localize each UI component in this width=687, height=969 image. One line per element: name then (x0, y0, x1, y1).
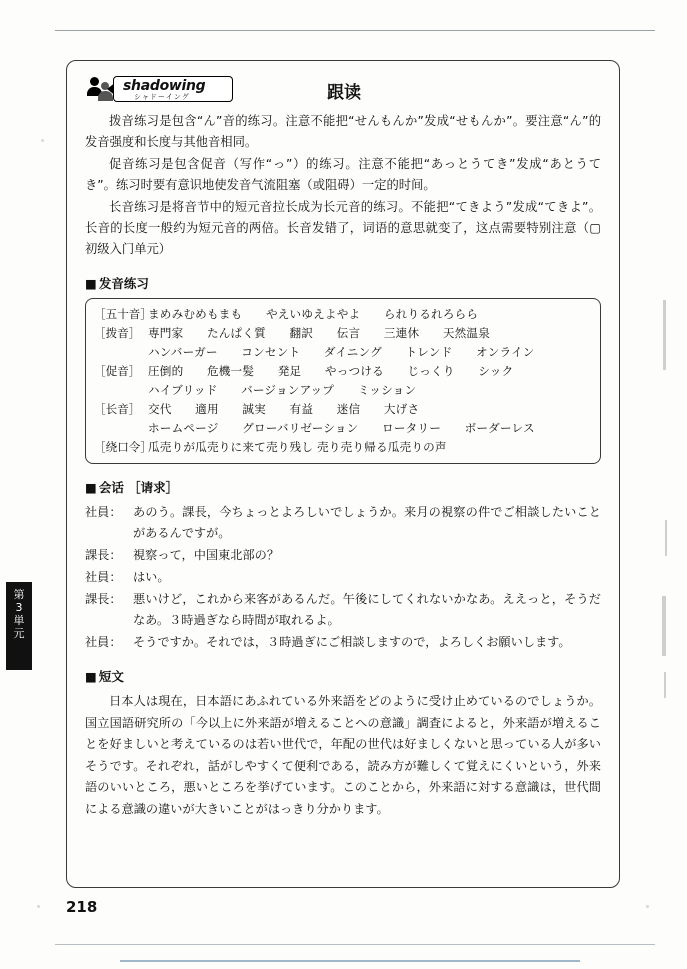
section-marker-icon: ■ (85, 480, 97, 495)
drill-row (94, 305, 592, 324)
conversation-text: そうですか。それでは，３時過ぎにご相談しますので，よろしくお願いします。 (133, 635, 571, 649)
drill-row (94, 400, 592, 419)
short-text-body: 日本人は現在，日本語にあふれている外来語をどのように受け止めているのでしょうか。国立国語研究所の「今以上に外来語が増えることへの意識」調査によると，外来語が増えることを好ましいと考えているのは若い世代で，年配の世代は好ましくないと思っている人が多いそうです。それぞれ，話がしやすくて便利である，読み方が難しくて覚えにくいという，外来語のいいところ，悪いところを挙げています。このことから，外来語に対する意識は，世代間による意識の違いが大きいことがはっきり分かります。 (85, 694, 601, 816)
conversation-speaker: 課長： (85, 592, 122, 606)
intro-paragraph-1: 拨音练习是包含“ん”音的练习。注意不能把“せんもんか”发成“せもんか”。要注意“ん”的发音强度和长度与其他音相同。 (85, 114, 601, 149)
pronunciation-section-title: 发音练习 (98, 276, 149, 291)
drill-label: ［绕口令］ (94, 440, 152, 454)
conversation-text: はい。 (133, 570, 170, 584)
scan-artifact (665, 520, 667, 556)
section-title-cn: 跟读 (327, 83, 361, 103)
drill-text: ハンバーガー コンセント ダイニング トレンド オンライン (148, 345, 535, 359)
conversation-speaker: 社員： (85, 505, 122, 519)
scan-speck (41, 139, 44, 142)
drill-row (94, 362, 592, 381)
conversation-speaker: 課長： (85, 548, 122, 562)
drill-label: ［五十音］ (94, 307, 152, 321)
drill-row (94, 419, 592, 438)
scan-artifact (663, 300, 666, 370)
drill-text: 瓜売りが瓜売りに来て売り残し 売り売り帰る瓜売りの声 (148, 440, 447, 454)
conversation-line (85, 589, 601, 631)
drill-text: 専門家 たんぱく質 翻訳 伝言 三連休 天然温泉 (148, 326, 491, 340)
unit-side-tab (6, 582, 32, 670)
shadowing-label-en: shadowing (123, 78, 206, 94)
drill-text: 交代 適用 誠実 有益 迷信 大げさ (148, 402, 420, 416)
shadowing-label-jp: シャドーイング (134, 93, 190, 101)
bottom-accent-rule (120, 960, 580, 962)
conversation-text: 悪いけど，これから来客があるんだ。午後にしてくれないかなあ。ええっと，そうだなあ。３時過ぎなら時間が取れるよ。 (133, 592, 601, 627)
side-tab-char-2: 3 (15, 601, 23, 614)
conversation-text: 視察って，中国東北部の？ (133, 548, 280, 562)
drill-label: ［拨音］ (94, 326, 141, 340)
drill-text: まめみむめもまも やえいゆえよやよ られりるれろらら (148, 307, 479, 321)
conversation-speaker: 社員： (85, 570, 122, 584)
conversation-text: あのう。課長，今ちょっとよろしいでしょうか。来月の視察の件でご相談したいことがあるんですが。 (133, 505, 601, 540)
conversation-line (85, 567, 601, 588)
side-tab-char-1: 第 (13, 588, 25, 601)
drill-text: ハイブリッド バージョンアップ ミッション (148, 383, 417, 397)
scan-speck (646, 905, 649, 908)
pronunciation-section-heading (85, 274, 601, 292)
conversation-line (85, 502, 601, 544)
side-tab-char-4: 元 (13, 627, 25, 640)
drill-label: ［长音］ (94, 402, 141, 416)
conversation-speaker: 社員： (85, 635, 122, 649)
bottom-rule (55, 944, 655, 945)
drill-row (94, 324, 592, 343)
conversation-section-heading (85, 478, 601, 496)
short-text-section-heading (85, 667, 601, 685)
conversation-line (85, 632, 601, 653)
scan-artifact (664, 672, 666, 698)
drill-row (94, 343, 592, 362)
section-marker-icon: ■ (85, 276, 97, 291)
intro-paragraph-3: 长音练习是将音节中的短元音拉长成为长元音的练习。不能把“てきよう”发成“てきよ”。长音的长度一般约为短元音的两倍。长音发错了，词语的意思就变了，这点需要特别注意（▢ 初级入门单元） (85, 200, 601, 256)
scan-speck (37, 905, 40, 908)
drill-text: ホームページ グローバリゼーション ロータリー ボーダーレス (148, 421, 535, 435)
top-rule (55, 30, 655, 31)
pronunciation-drill-box (85, 298, 601, 464)
side-tab-char-3: 単 (13, 614, 25, 627)
shadowing-logo (87, 75, 239, 105)
drill-text: 圧倒的 危機一髪 発足 やっつける じっくり シック (148, 364, 514, 378)
shadowing-label-pill (113, 76, 233, 102)
drill-row (94, 381, 592, 400)
lesson-header (85, 75, 601, 111)
scan-artifact (662, 596, 666, 656)
drill-label: ［促音］ (94, 364, 141, 378)
lesson-content-box (66, 60, 620, 888)
section-marker-icon: ■ (85, 669, 97, 684)
drill-row (94, 438, 592, 457)
conversation-line (85, 545, 601, 566)
conversation-section-title: 会话 ［请求］ (98, 480, 179, 495)
short-text-section-title: 短文 (98, 669, 124, 684)
page-number: 218 (66, 898, 98, 916)
intro-paragraph-2: 促音练习是包含促音（写作“っ”）的练习。注意不能把“あっとうてき”发成“あとうてき”。练习时要有意识地使发音气流阻塞（或阻碍）一定的时间。 (85, 157, 601, 192)
